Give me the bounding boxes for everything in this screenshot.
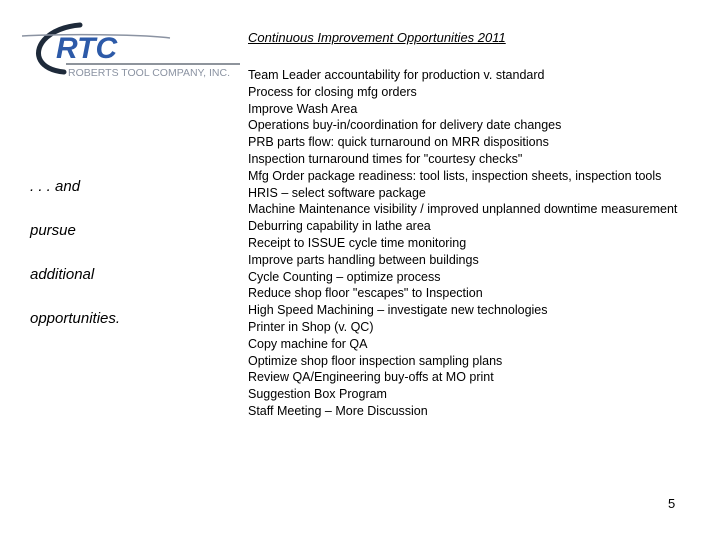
list-item: Mfg Order package readiness: tool lists, inspection sheets, inspection tools (248, 168, 662, 183)
left-text-line: opportunities. (30, 310, 121, 327)
list-item: Printer in Shop (v. QC) (248, 319, 374, 334)
list-item: Process for closing mfg orders (248, 84, 417, 99)
list-item: High Speed Machining – investigate new technologies (248, 303, 548, 318)
list-item: HRIS – select software package (248, 185, 426, 200)
list-item: Receipt to ISSUE cycle time monitoring (248, 235, 467, 250)
list-item: Machine Maintenance visibility / improved unplanned downtime measurement (248, 202, 678, 217)
list-item: PRB parts flow: quick turnaround on MRR dispositions (248, 135, 549, 150)
list-item: Cycle Counting – optimize process (248, 269, 441, 284)
list-item: Staff Meeting – More Discussion (248, 403, 428, 418)
list-item: Improve Wash Area (248, 101, 358, 116)
list-item: Review QA/Engineering buy-offs at MO print (248, 370, 494, 385)
left-text-line: additional (30, 266, 95, 283)
list-item: Suggestion Box Program (248, 387, 387, 402)
left-text-line: . . . and (30, 178, 81, 195)
slide-title: Continuous Improvement Opportunities 2011 (248, 30, 506, 45)
list-item: Improve parts handling between buildings (248, 252, 479, 267)
company-logo (20, 14, 242, 84)
logo-company-name: ROBERTS TOOL COMPANY, INC. (68, 67, 231, 79)
list-item: Deburring capability in lathe area (248, 219, 431, 234)
list-item: Copy machine for QA (248, 336, 368, 351)
list-item: Inspection turnaround times for "courtesy checks" (248, 151, 523, 166)
page-number: 5 (668, 496, 676, 511)
list-item: Reduce shop floor "escapes" to Inspection (248, 286, 483, 301)
list-item: Operations buy-in/coordination for delivery date changes (248, 118, 562, 133)
list-item: Team Leader accountability for production v. standard (248, 68, 545, 82)
list-item: Optimize shop floor inspection sampling plans (248, 353, 503, 368)
opportunity-list (248, 67, 688, 420)
left-text-line: pursue (30, 222, 76, 239)
logo-mark: RTC (56, 32, 118, 65)
